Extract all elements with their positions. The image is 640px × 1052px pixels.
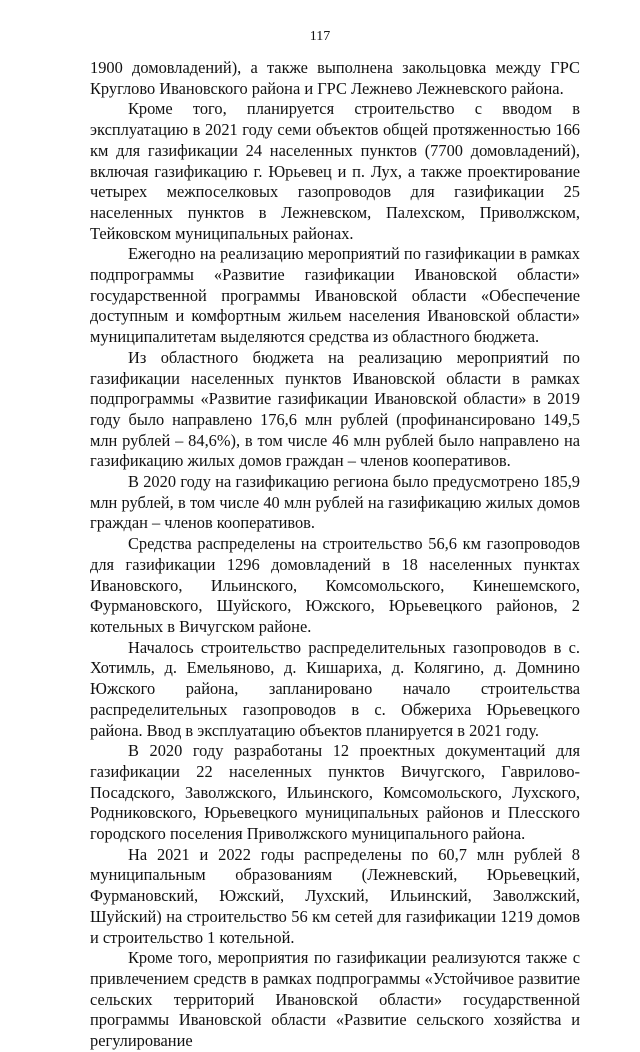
paragraph-6: Средства распределены на строительство 56,6 км газопроводов для газификации 1296 домовладений в 18 населенных пунктах Ивановского, Ильинского, Комсомольского, Кинешемского, Фурмановского, Шуйского, Южского, Юрьевецкого районов, 2 котельных в Вичугском районе. — [90, 534, 580, 636]
paragraph-4: Из областного бюджета на реализацию мероприятий по газификации населенных пунктов Ивановской области в рамках подпрограммы «Развитие газификации Ивановской области» в 2019 году было направлено 176,6 млн рублей (профинансировано 149,5 млн рублей – 84,6%), в том числе 46 млн рублей было направлено на газификацию жилых домов граждан – членов кооперативов. — [90, 347, 580, 471]
paragraph-1: 1900 домовладений), а также выполнена закольцовка между ГРС Круглово Ивановского района и ГРС Лежнево Лежневского района. — [90, 58, 580, 98]
paragraph-2: Кроме того, планируется строительство с вводом в эксплуатацию в 2021 году семи объектов общей протяженностью 166 км для газификации 24 населенных пунктов (7700 домовладений), включая газификацию г. Юрьевец и п. Лух, а также проектирование четырех межпоселковых газопроводов для газификации 25 населенных пунктов в Лежневском, Палехском, Приволжском, Тейковском муниципальных районах. — [90, 99, 580, 243]
paragraph-8: В 2020 году разработаны 12 проектных документаций для газификации 22 населенных пунктов Вичугского, Гаврилово-Посадского, Заволжского, Ильинского, Комсомольского, Лухского, Родниковского, Юрьевецкого муниципальных районов и Плесского городского поселения Приволжского муниципального района. — [90, 741, 580, 844]
page-number: 117 — [309, 29, 331, 44]
paragraph-7: Началось строительство распределительных газопроводов в с. Хотимль, д. Емельяново, д. Кишариха, д. Колягино, д. Домнино Южского района, запланировано начало строительства распределительных газопроводов в с. Обжериха Юрьевецкого района. Ввод в эксплуатацию объектов планируется в 2021 году. — [90, 637, 580, 740]
paragraph-5: В 2020 году на газификацию региона было предусмотрено 185,9 млн рублей, в том числе 40 млн рублей на газификацию жилых домов граждан – членов кооперативов. — [90, 472, 580, 533]
document-body — [90, 58, 580, 1052]
paragraph-10: Кроме того, мероприятия по газификации реализуются также с привлечением средств в рамках подпрограммы «Устойчивое развитие сельских территорий Ивановской области» государственной программы Ивановской области «Развитие сельского хозяйства и регулирование — [90, 948, 580, 1051]
paragraph-3: Ежегодно на реализацию мероприятий по газификации в рамках подпрограммы «Развитие газификации Ивановской области» государственной программы Ивановской области «Обеспечение доступным и комфортным жильем населения Ивановской области» муниципалитетам выделяются средства из областного бюджета. — [90, 244, 580, 347]
paragraph-9: На 2021 и 2022 годы распределены по 60,7 млн рублей 8 муниципальным образованиям (Лежневский, Юрьевецкий, Фурмановский, Южский, Лухский, Ильинский, Заволжский, Шуйский) на строительство 56 км сетей для газификации 1219 домов и строительство 1 котельной. — [90, 844, 580, 947]
